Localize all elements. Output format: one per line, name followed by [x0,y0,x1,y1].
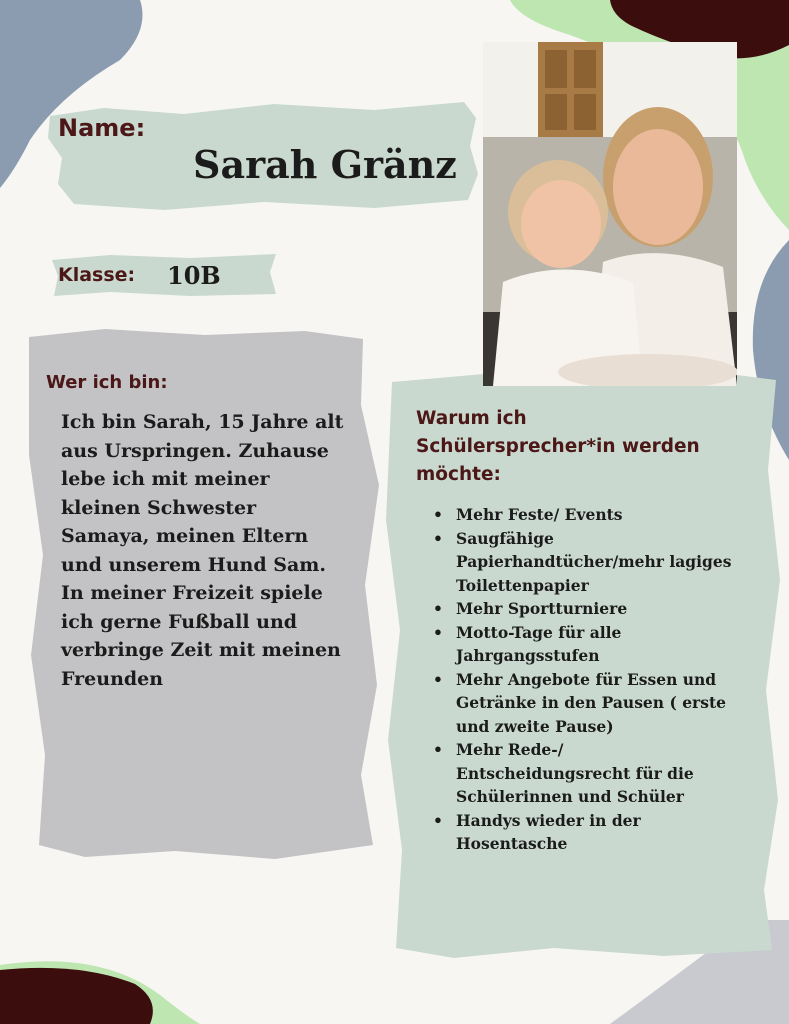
goal-item [432,597,732,621]
goals-list [432,503,732,856]
goals-heading-line-1: Warum ich [416,408,527,429]
bullet-icon: • [433,622,443,642]
goal-item [432,503,732,527]
klasse-label: Klasse: [58,264,136,286]
bullet-icon: • [433,505,443,524]
bullet-icon: • [433,599,443,618]
goal-item [432,621,732,668]
goal-item [432,668,732,739]
name-label: Name: [58,114,146,142]
photo-illustration [483,42,737,386]
goal-item [432,809,732,856]
about-heading: Wer ich bin: [46,372,168,393]
maroon-shape-bottom-left [0,962,160,1024]
goal-item [432,527,732,598]
student-name: Sarah Gränz [193,142,457,187]
portrait-photo [483,42,737,386]
bullet-icon: • [433,528,443,548]
goal-item-text: Saugfähige Papierhandtücher/mehr lagiges Toilettenpapier [456,528,732,595]
goal-item-text: Handys wieder in der Hosentasche [456,810,641,853]
goal-item-text: Mehr Rede-/ Entscheidungsrecht für die Schülerinnen und Schüler [456,740,694,806]
goal-item-text: Mehr Angebote für Essen und Getränke in den Pausen ( erste und zweite Pause) [456,669,726,736]
goals-heading [416,405,700,489]
goals-heading-line-2: Schülersprecher*in werden [416,436,700,457]
klasse-value: 10B [167,261,221,290]
goal-item-text: Mehr Feste/ Events [456,505,623,524]
goal-item-text: Motto-Tage für alle Jahrgangsstufen [456,622,622,665]
goal-item [432,738,732,809]
bullet-icon: • [433,740,443,759]
bullet-icon: • [433,810,443,830]
bullet-icon: • [433,669,443,689]
goal-item-text: Mehr Sportturniere [456,599,628,618]
goals-heading-line-3: möchte: [416,464,501,485]
about-text: Ich bin Sarah, 15 Jahre alt aus Urspringen. Zuhause lebe ich mit meiner kleinen Schwester Samaya, meinen Eltern und unserem Hund Sam. In meiner Freizeit spiele ich gerne Fußball und verbringe Zeit mit meinen Freunden [61,411,344,690]
